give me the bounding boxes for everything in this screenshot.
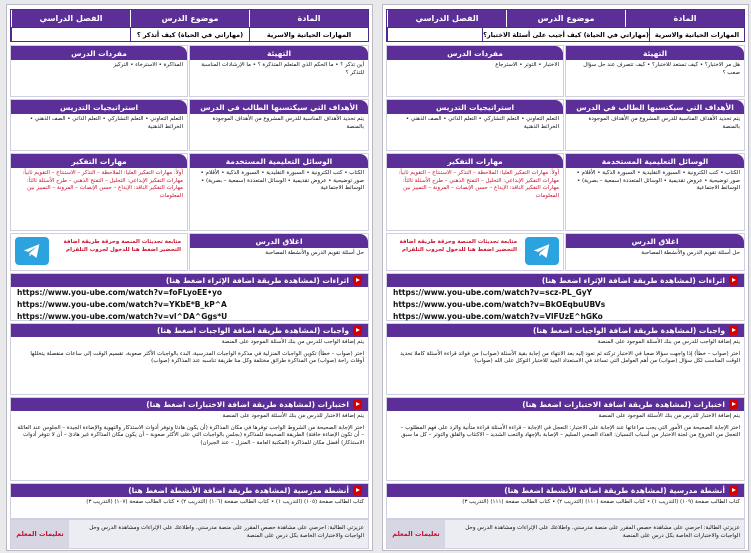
aids-text: الكتاب • كتب الكترونية • السبورة التقليدية • السبورة الذكية • الأقلام • صور توضيحية • عروض تقديمية • الوسائل المتعددة (سمعية – بصرية) • الوسائط الاجتماعية xyxy=(200,170,364,191)
enrich-link-2[interactable]: https://www.you-ube.com/watch?v=BkOEqbuUBVs xyxy=(393,300,606,309)
tests-title[interactable]: اختبارات (لمشاهدة طريقة اضافة الاختبارات اضغط هنا) xyxy=(387,398,744,411)
homework-text: يتم إضافة الواجب للدرس من بنك الأسئلة الموجود على المنصة xyxy=(221,339,364,345)
aids-title: الوسائل التعليمية المستخدمة xyxy=(566,154,744,168)
telegram-box[interactable] xyxy=(386,233,564,271)
subject-value: المهارات الحياتية والاسرية xyxy=(649,28,744,41)
subject-value: المهارات الحياتية والاسرية xyxy=(249,28,368,41)
youtube-icon xyxy=(729,326,738,335)
vocab-box xyxy=(386,45,564,97)
aids-text: الكتاب • كتب الكترونية • السبورة التقليدية • السبورة الذكية • الأقلام • صور توضيحية • عروض تقديمية • الوسائل المتعددة (سمعية – بصرية) • الوسائط الاجتماعية xyxy=(576,170,740,191)
goals-text: يتم تحديد الأهداف المناسبة للدرس المشروع من الأهداف الموجودة بالمنصة xyxy=(212,116,364,130)
youtube-icon xyxy=(729,276,738,285)
header-table xyxy=(386,9,745,42)
enrich-link-1[interactable]: https://www.you-ube.com/watch?v=scz-PL_GyY xyxy=(393,288,593,297)
homework-text: يتم إضافة الواجب للدرس من بنك الأسئلة الموجود على المنصة xyxy=(597,339,740,345)
header-table xyxy=(10,9,369,42)
instructions-text: عزيزتي الطالبة: احرصي على مشاهدة حصص المقرر على منصة مدرستي. واطلاعك على الإثراءات ومشاهدة الدرس وحل الواجبات والاختبارات الخاصة بكل درس على المنصة xyxy=(89,525,364,539)
thinking-title: مهارات التفكير xyxy=(387,154,563,168)
intro-title: التهيئة xyxy=(566,46,744,60)
strategies-box xyxy=(10,99,188,151)
enrich-link-2[interactable]: https://www.you-ube.com/watch?v=YKbE*B_kP^A xyxy=(17,300,227,309)
closing-box xyxy=(565,233,745,271)
topic-header: موضوع الدرس xyxy=(506,10,625,27)
tests-text: يتم إضافة الاختبار للدرس من بنك الأسئلة الموجود على المنصة xyxy=(222,413,364,419)
class-header: الفصل الدراسي xyxy=(11,10,130,27)
tests-title[interactable]: اختبارات (لمشاهدة طريقة اضافة الاختبارات اضغط هنا) xyxy=(11,398,368,411)
activities-text: كتاب الطالب صفحة (١٠٩) (التدريب ١) • كتاب الطالب صفحة (١١٠) (التدريب ٢) • كتاب الطالب صفحة (١١١) (التدريب ٣) xyxy=(462,499,740,505)
vocab-text: الاختبار • التوتر • الاسترجاع xyxy=(495,62,559,68)
homework-detail: اختر (صواب – خطأ) تكوين الواجبات المنزلية في مذكرة الواجبات المدرسية، البدء بالواجبات الأكثر صعوبة، تقسيم الوقت إلى ساعات منفصلة يتخللها أوقات راحة (صواب) من المذاكرة طرائق مختلفة وكل منا طريقة تناسبه عند المذاكرة (صواب) xyxy=(30,350,364,364)
goals-title: الأهداف التي سيكتسبها الطالب في الدرس xyxy=(190,100,368,114)
homework-title[interactable]: واجبات (لمشاهدة طريقة اضافة الواجبات اضغط هنا) xyxy=(11,324,368,337)
closing-box xyxy=(189,233,369,271)
activities-title[interactable]: أنشطة مدرسية (لمشاهدة طريقة اضافة الأنشطة اضغط هنا) xyxy=(11,484,368,497)
goals-title: الأهداف التي سيكتسبها الطالب في الدرس xyxy=(566,100,744,114)
vocab-title: مفردات الدرس xyxy=(387,46,563,60)
class-header: الفصل الدراسي xyxy=(387,10,506,27)
teacher-instructions xyxy=(10,519,369,549)
telegram-text[interactable]: متابعة تحديثات المنصة وحرقة طريقة اضافة التحضير اضغط هنا للدخول لجروب التلقرام xyxy=(399,239,517,253)
closing-text: حل أسئلة تقويم الدرس والأنشطة المصاحبة xyxy=(641,250,740,256)
topic-value: (مهاراتي في الحياة) كيف أجيب على أسئلة الاختبار؟ xyxy=(482,28,649,41)
strategies-text: التعلم التعاوني • التعلم التشاركي • التعلم الذاتي • الصف الذهني • الخرائط الذهنية xyxy=(29,116,183,130)
strategies-text: التعلم التعاوني • التعلم التشاركي • التعلم الذاتي • الصف الذهني • الخرائط الذهنية xyxy=(405,116,559,130)
telegram-icon[interactable] xyxy=(15,237,49,265)
enrich-link-1[interactable]: https://www.you-ube.com/watch?v=foFLyoEE•yo xyxy=(17,288,223,297)
homework-section xyxy=(386,323,745,395)
enrich-title[interactable]: اثراءات (لمشاهدة طريقة اضافة الإثراء اضغط هنا) xyxy=(387,274,744,287)
activities-text: كتاب الطالب صفحة (١٠٥) (التدريب ١) • كتاب الطالب صفحة (١٠٦) (التدريب ٢) • كتاب الطالب صفحة (١٠٧) (التدريب ٣) xyxy=(86,499,364,505)
class-value xyxy=(11,28,130,41)
subject-header: المادة xyxy=(249,10,368,27)
class-value xyxy=(387,28,482,41)
instructions-label: تعليمات المعلم xyxy=(11,520,69,548)
thinking-box xyxy=(10,153,188,231)
enrich-link-3[interactable]: https://www.you-ube.com/watch?v=VlFUzE^hGKo xyxy=(393,312,603,321)
strategies-title: استراتيجيات التدريس xyxy=(387,100,563,114)
subject-header: المادة xyxy=(625,10,744,27)
enrich-link-3[interactable]: https://www.you-ube.com/watch?v=vl^DA^Ggs*U xyxy=(17,312,228,321)
goals-box xyxy=(189,99,369,151)
activities-section xyxy=(10,483,369,519)
enrich-title[interactable]: اثراءات (لمشاهدة طريقة اضافة الإثراء اضغط هنا) xyxy=(11,274,368,287)
enrich-section xyxy=(386,273,745,321)
youtube-icon xyxy=(729,400,738,409)
homework-detail: اختر (صواب – خطأ) إذا واجهت سؤالا صعبا في الاختبار تركته ثم تعود إليه بعد الانتهاء من إجابة بقية الأسئلة (صواب) من فوائد قراءة الأسئلة كاملا تحديد الوقت المناسب لكل سؤال (صواب) من أهم العوامل التي تساعد في الاستعداد الجيد للاختبار التوكل على الله (صواب) xyxy=(400,350,740,364)
instructions-label: تعليمات المعلم xyxy=(387,520,445,548)
lesson-plan-page-right xyxy=(382,4,749,551)
aids-box xyxy=(189,153,369,231)
vocab-title: مفردات الدرس xyxy=(11,46,187,60)
teacher-instructions xyxy=(386,519,745,549)
strategies-title: استراتيجيات التدريس xyxy=(11,100,187,114)
intro-box xyxy=(565,45,745,97)
thinking-text: أولاً: مهارات التفكير العليا: الملاحظة – التذكر – الاستنتاج – التقويم ثانياً: مهارات التفكير الإبداعي: التحليل – التفتح الذهني – طرح الأسئلة ثالثاً: مهارات التفكير الناقد: الإبداع – حسن الإنصات – المرونة – التمييز بين المعلومات xyxy=(22,170,183,199)
youtube-icon xyxy=(353,400,362,409)
activities-section xyxy=(386,483,745,519)
telegram-text[interactable]: متابعة تحديثات المنصة وحرقة طريقة اضافة التحضير اضغط هنا للدخول لجروب التلقرام xyxy=(63,239,181,253)
youtube-icon xyxy=(353,276,362,285)
thinking-box xyxy=(386,153,564,231)
tests-section xyxy=(10,397,369,481)
intro-box xyxy=(189,45,369,97)
strategies-box xyxy=(386,99,564,151)
tests-text: يتم إضافة الاختبار للدرس من بنك الأسئلة الموجود على المنصة xyxy=(598,413,740,419)
telegram-icon[interactable] xyxy=(525,237,559,265)
intro-title: التهيئة xyxy=(190,46,368,60)
aids-box xyxy=(565,153,745,231)
tests-section xyxy=(386,397,745,481)
homework-title[interactable]: واجبات (لمشاهدة طريقة اضافة الواجبات اضغط هنا) xyxy=(387,324,744,337)
youtube-icon xyxy=(353,486,362,495)
activities-title[interactable]: أنشطة مدرسية (لمشاهدة طريقة اضافة الأنشطة اضغط هنا) xyxy=(387,484,744,497)
closing-title: اغلاق الدرس xyxy=(190,234,368,248)
vocab-box xyxy=(10,45,188,97)
homework-section xyxy=(10,323,369,395)
tests-detail: اختر الإجابة الصحيحة من الشروط الواجب توفرها في مكان المذاكرة (أن يكون هادئا وتوفر أدوات الاستذكار والتهوية والإضاءة الجيدة – الجلوس عند العائلة – أن تكون الإضاءة خافتة) الطريقة الصحيحة للمذاكرة (بجلس بالواجبات التي على الأكثر صعوبة – أن يكون مكان المذاكرة غير هادئ – أن لا تتوفر أدوات الاستذكار) أفضل مكان للمذاكرة (المكتبة العامة – المنزل – عند الجيران) xyxy=(17,424,364,446)
closing-title: اغلاق الدرس xyxy=(566,234,744,248)
vocab-text: المذاكرة • الاسترخاء • التركيز xyxy=(113,62,183,68)
tests-detail: اختر الإجابة الصحيحة من الأمور التي يجب مراعاتها عند الإجابة على الاختبار: التعجل في الإجابة – قراءة الأسئلة قراءة متأنية والرد على فهم المطلوب – التعجل من الخروج من لجنة الاختبار من أسباب النسيان: الغذاء الصحي السليم – الإصابة بالإجهاد والتعب الشديد – الاكتئاب والقلق والتوتر – كل ما سبق xyxy=(400,424,740,438)
instructions-text: عزيزتي الطالبة: احرصي على مشاهدة حصص المقرر على منصة مدرستي. واطلاعك على الإثراءات ومشاهدة الدرس وحل الواجبات والاختبارات الخاصة بكل درس على المنصة xyxy=(465,525,740,539)
intro-text: أين تذكر ؟ • ما الحكم الذي المتعلم المتذكرة ؟ • ما الإرشادات المناسبة للتذكر ؟ xyxy=(201,62,364,76)
lesson-plan-page-left xyxy=(6,4,373,551)
intro-text: هل مر الاختبار؟ • كيف تستعد للاختبار؟ • كيف تتصرف عند حل سؤال صعب ؟ xyxy=(583,62,740,76)
topic-value: (مهاراتي في الحياة) كيف أتذكر ؟ xyxy=(130,28,249,41)
closing-text: حل أسئلة تقويم الدرس والأنشطة المصاحبة xyxy=(265,250,364,256)
goals-text: يتم تحديد الأهداف المناسبة للدرس المشروع من الأهداف الموجودة بالمنصة xyxy=(588,116,740,130)
aids-title: الوسائل التعليمية المستخدمة xyxy=(190,154,368,168)
goals-box xyxy=(565,99,745,151)
thinking-title: مهارات التفكير xyxy=(11,154,187,168)
youtube-icon xyxy=(353,326,362,335)
youtube-icon xyxy=(729,486,738,495)
enrich-section xyxy=(10,273,369,321)
thinking-text: أولاً: مهارات التفكير العليا: الملاحظة – التذكر – الاستنتاج – التقويم ثانياً: مهارات التفكير الإبداعي: التحليل – التفتح الذهني – طرح الأسئلة ثالثاً: مهارات التفكير الناقد: الإبداع – حسن الإنصات – المرونة – التمييز بين المعلومات xyxy=(398,170,559,199)
topic-header: موضوع الدرس xyxy=(130,10,249,27)
telegram-box[interactable] xyxy=(10,233,188,271)
